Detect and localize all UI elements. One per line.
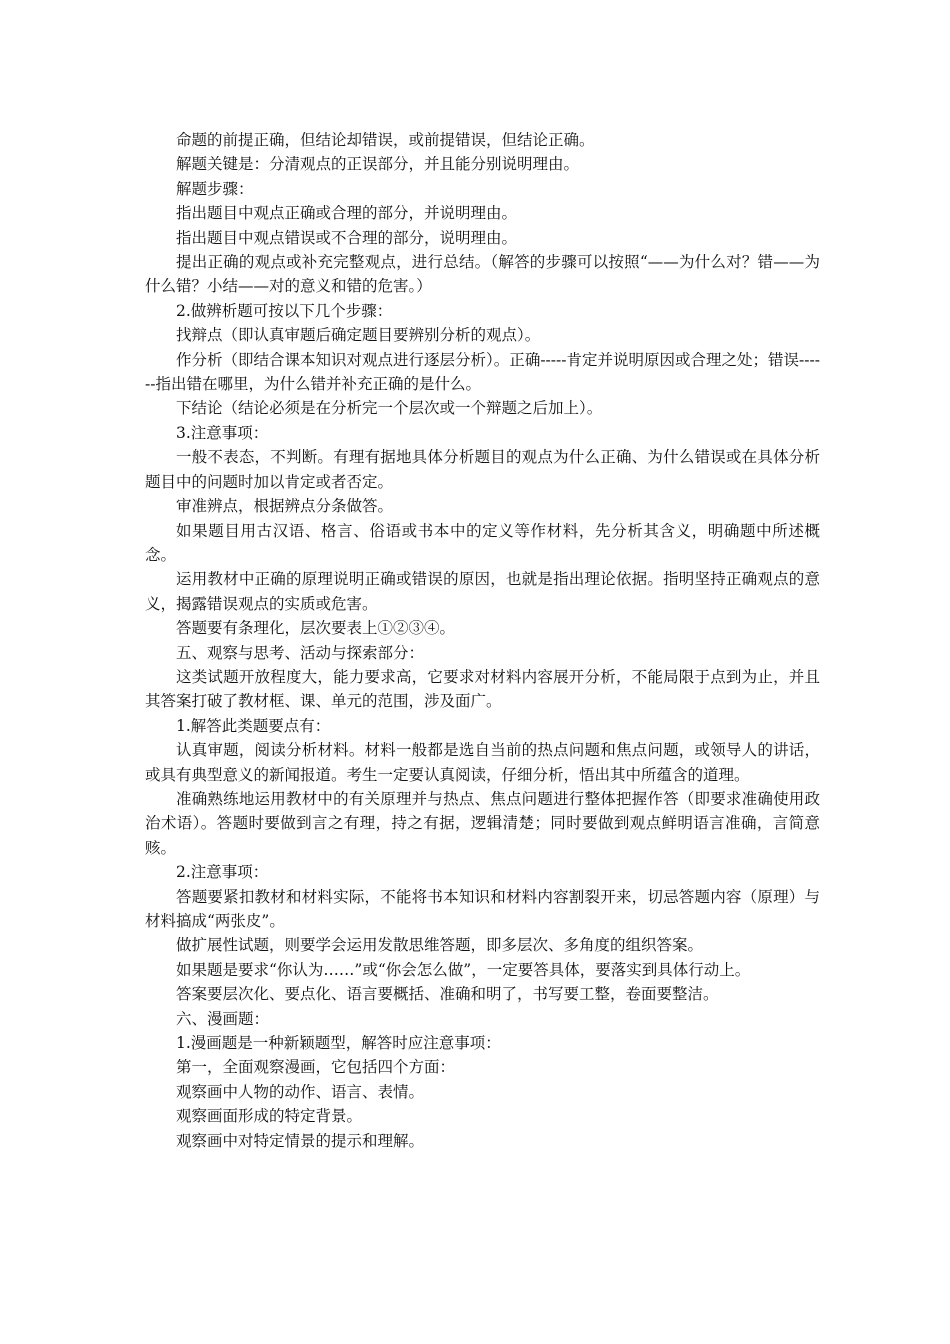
paragraph-no-judgement: 一般不表态，不判断。有理有据地具体分析题目的观点为什么正确、为什么错误或在具体分析题目中的问题时加以肯定或者否定。 <box>145 448 820 491</box>
paragraph-section-3-heading: 3.注意事项： <box>176 423 269 442</box>
paragraph-steps-heading: 解题步骤： <box>176 179 254 198</box>
paragraph-analysis: 作分析（即结合课本知识对观点进行逐层分析）。正确-----肯定并说明原因或合理之处；错误------指出错在哪里，为什么错并补充正确的是什么。 <box>145 350 820 394</box>
paragraph-cartoon-intro: 1.漫画题是一种新颖题型，解答时应注意事项： <box>176 1034 501 1053</box>
paragraph-observe-hints: 观察画中对特定情景的提示和理解。 <box>176 1131 425 1150</box>
paragraph-key-point: 解题关键是：分清观点的正误部分，并且能分别说明理由。 <box>176 155 580 174</box>
paragraph-theory-basis: 运用教材中正确的原理说明正确或错误的原因，也就是指出理论依据。指明坚持正确观点的意义，揭露错误观点的实质或危害。 <box>145 570 820 613</box>
paragraph-observe-characters: 观察画中人物的动作、语言、表情。 <box>176 1082 425 1101</box>
paragraph-concrete-answer: 如果题是要求“你认为……”或“你会怎么做”，一定要答具体，要落实到具体行动上。 <box>176 960 751 979</box>
paragraph-step-correct: 指出题目中观点正确或合理的部分，并说明理由。 <box>176 204 518 223</box>
paragraph-open-questions: 这类试题开放程度大，能力要求高，它要求对材料内容展开分析，不能局限于点到为止，并且其答案打破了教材框、课、单元的范围，涉及面广。 <box>145 667 820 711</box>
paragraph-observe-background: 观察画面形成的特定背景。 <box>176 1107 363 1126</box>
paragraph-step-summary: 提出正确的观点或补充完整观点，进行总结。（解答的步骤可以按照“——为什么对？错——为什么错？小结——对的意义和错的危害。） <box>145 253 820 296</box>
paragraph-find-point: 找辩点（即认真审题后确定题目要辨别分析的观点）。 <box>176 326 541 345</box>
paragraph-apply-principles: 准确熟练地运用教材中的有关原理并与热点、焦点问题进行整体把握作答（即要求准确使用政治术语）。答题时要做到言之有理，持之有据，逻辑清楚；同时要做到观点鲜明语言准确，言简意赅。 <box>145 789 820 857</box>
paragraph-classical-material: 如果题目用古汉语、格言、俗语或书本中的定义等作材料，先分析其含义，明确题中所述概念。 <box>145 521 820 564</box>
paragraph-conclusion: 下结论（结论必须是在分析完一个层次或一个辩题之后加上）。 <box>176 399 603 418</box>
paragraph-section-2-heading: 2.做辨析题可按以下几个步骤： <box>176 301 393 320</box>
paragraph-section-five-heading: 五、观察与思考、活动与探索部分： <box>176 643 425 662</box>
paragraph-orderly-answer: 答题要有条理化，层次要表上①②③④。 <box>176 619 456 638</box>
paragraph-answer-format: 答案要层次化、要点化、语言要概括、准确和明了，书写要工整，卷面要整洁。 <box>176 985 719 1004</box>
paragraph-step-wrong: 指出题目中观点错误或不合理的部分，说明理由。 <box>176 228 518 247</box>
paragraph-premise-conclusion: 命题的前提正确，但结论却错误，或前提错误，但结论正确。 <box>176 131 595 149</box>
paragraph-divergent-thinking: 做扩展性试题，则要学会运用发散思维答题，即多层次、多角度的组织答案。 <box>176 936 704 955</box>
paragraph-notes-heading: 2.注意事项： <box>176 863 269 882</box>
paragraph-review-points: 审准辨点，根据辨点分条做答。 <box>176 497 394 516</box>
paragraph-section-six-heading: 六、漫画题： <box>176 1009 270 1028</box>
document-body <box>145 128 820 1153</box>
paragraph-stick-to-material: 答题要紧扣教材和材料实际，不能将书本知识和材料内容割裂开来，切忌答题内容（原理）与材料搞成“两张皮”。 <box>145 887 820 930</box>
paragraph-observe-four-aspects: 第一，全面观察漫画，它包括四个方面： <box>176 1058 456 1077</box>
paragraph-key-points-heading: 1.解答此类题要点有： <box>176 716 331 735</box>
paragraph-read-material: 认真审题，阅读分析材料。材料一般都是选自当前的热点问题和焦点问题，或领导人的讲话，或具有典型意义的新闻报道。考生一定要认真阅读，仔细分析，悟出其中所蕴含的道理。 <box>145 741 820 784</box>
